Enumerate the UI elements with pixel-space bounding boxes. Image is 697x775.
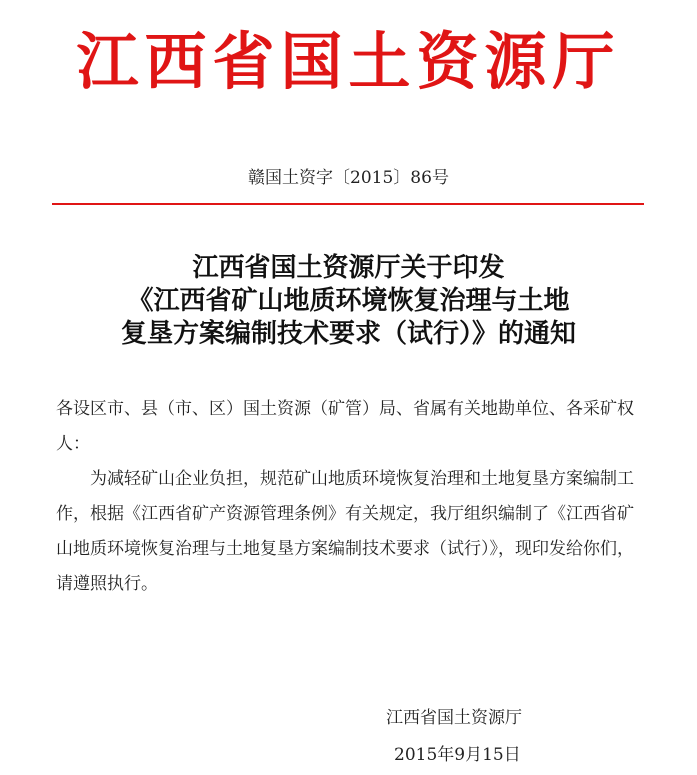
title-line-3: 复垦方案编制技术要求（试行）》的通知 <box>120 319 576 349</box>
issuer-name: 江西省国土资源厅 <box>386 708 522 728</box>
document-body <box>56 392 646 602</box>
body-paragraph: 为减轻矿山企业负担，规范矿山地质环境恢复治理和土地复垦方案编制工作，根据《江西省矿产资源管理条例》有关规定，我厅组织编制了《江西省矿山地质环境恢复治理与土地复垦方案编制技术要求（试行）》，现印发给你们，请遵照执行。 <box>56 469 634 594</box>
signature-block <box>384 700 644 774</box>
title-line-1: 江西省国土资源厅关于印发 <box>192 253 505 283</box>
title-line-2: 《江西省矿山地质环境恢复治理与土地 <box>127 286 570 316</box>
document-title <box>30 252 667 351</box>
addressee-line: 各设区市、县（市、区）国土资源（矿管）局、省属有关地勘单位、各采矿权人： <box>56 399 634 454</box>
red-divider-line <box>52 203 644 205</box>
agency-masthead: 江西省国土资源厅 <box>76 25 621 98</box>
issue-date: 2015年9月15日 <box>394 745 521 765</box>
document-number: 赣国土资字〔2015〕86号 <box>248 168 449 188</box>
